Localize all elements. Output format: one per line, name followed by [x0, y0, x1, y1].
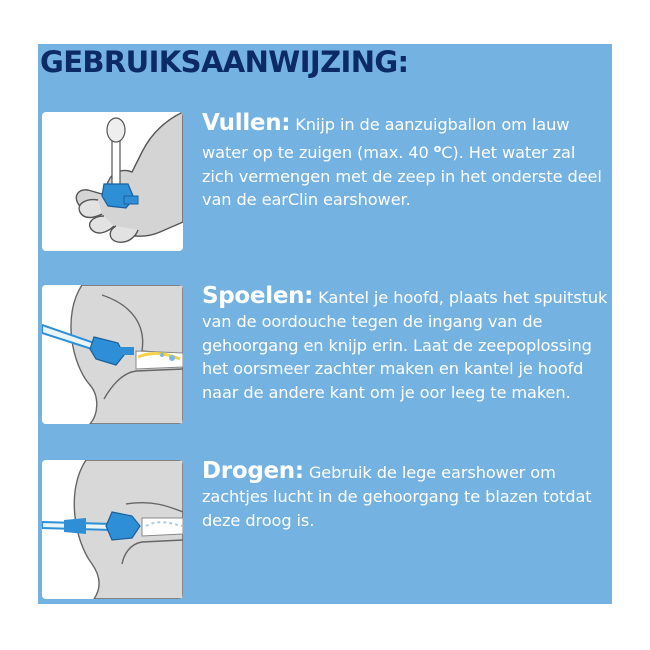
hand-squeezing-bulb-illustration [42, 112, 183, 251]
page-title: GEBRUIKSAANWIJZING: [40, 45, 409, 79]
step-vullen-text [202, 112, 608, 212]
step-drogen-title: Drogen: [202, 458, 304, 484]
step-vullen-body: Knijp in de aanzuigballon om lauw water op te zuigen (max. 40 [202, 115, 570, 162]
step-spoelen-text [202, 285, 608, 405]
step-spoelen-body: Kantel je hoofd, plaats het spuitstuk van de oordouche tegen de ingang van de gehoorgang en knijp erin. Laat de zeepoplossing het oorsmeer zachter maken en kantel je hoofd naar de andere kant om je oor leeg te maken. [202, 288, 608, 403]
ear-dry-icon [42, 460, 183, 599]
step-vullen-body-end: C). Het water zal zich vermengen met de zeep in het onderste deel van de earClin earshower. [202, 142, 602, 210]
degree-symbol: o [433, 141, 442, 155]
ear-canal-drying-illustration [42, 460, 183, 599]
step-drogen-text [202, 460, 608, 532]
ear-canal-rinsing-illustration [42, 285, 183, 424]
hand-bulb-icon [42, 112, 183, 251]
step-drogen-body: Gebruik de lege earshower om zachtjes lucht in de gehoorgang te blazen totdat deze droog is. [202, 463, 592, 530]
step-vullen-title: Vullen: [202, 110, 291, 136]
ear-rinse-icon [42, 285, 183, 424]
step-spoelen-title: Spoelen: [202, 283, 314, 309]
